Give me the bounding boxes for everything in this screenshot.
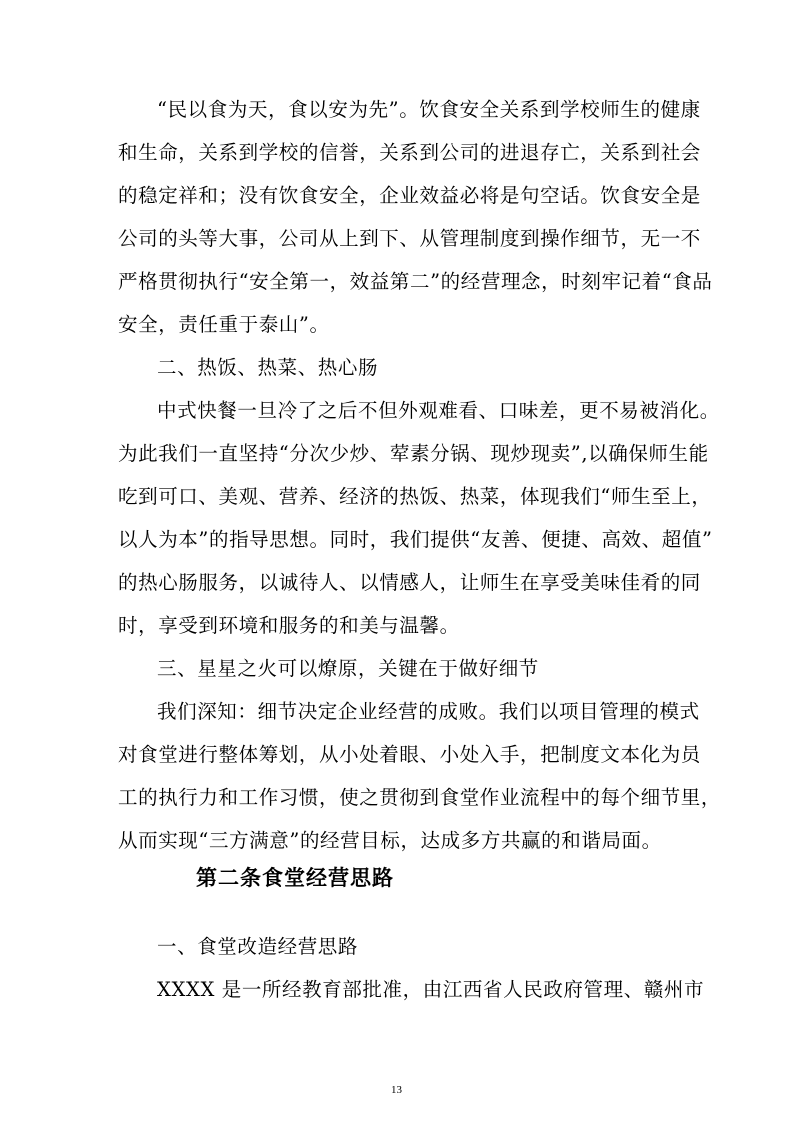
paragraph2-line-5: 的热心肠服务，以诚待人、以情感人，让师生在享受美味佳肴的同 bbox=[118, 571, 701, 594]
paragraph1-line-2: 和生命，关系到学校的信誉，关系到公司的进退存亡，关系到社会 bbox=[118, 141, 701, 164]
paragraph2-line-4: 以人为本”的指导思想。同时，我们提供“友善、便捷、高效、超值” bbox=[118, 528, 713, 551]
paragraph3-line-2: 对食堂进行整体筹划，从小处着眼、小处入手，把制度文本化为员 bbox=[118, 743, 701, 766]
paragraph2-line-3: 吃到可口、美观、营养、经济的热饭、热菜，体现我们“师生至上， bbox=[118, 485, 712, 508]
paragraph3-line-3: 工的执行力和工作习惯，使之贯彻到食堂作业流程中的每个细节里， bbox=[118, 786, 722, 809]
paragraph2-line-6: 时，享受到环境和服务的和美与温馨。 bbox=[118, 614, 460, 637]
paragraph1-line-4: 公司的头等大事，公司从上到下、从管理制度到操作细节，无一不 bbox=[118, 227, 701, 250]
paragraph2-line-2: 为此我们一直坚持“分次少炒、荤素分锅、现炒现卖”,以确保师生能 bbox=[118, 442, 709, 465]
paragraph3-line-1: 我们深知：细节决定企业经营的成败。我们以项目管理的模式 bbox=[157, 700, 700, 723]
paragraph4-line-1: XXXX 是一所经教育部批准，由江西省人民政府管理、赣州市 bbox=[157, 978, 705, 1001]
section2-title: 二、热饭、热菜、热心肠 bbox=[157, 356, 379, 379]
paragraph1-line-5: 严格贯彻执行“安全第一，效益第二”的经营理念，时刻牢记着“食品 bbox=[118, 270, 713, 293]
section4-title: 一、食堂改造经营思路 bbox=[157, 935, 359, 958]
paragraph3-line-4: 从而实现“三方满意”的经营目标，达成多方共赢的和谐局面。 bbox=[118, 829, 662, 852]
paragraph2-line-1: 中式快餐一旦冷了之后不但外观难看、口味差，更不易被消化。 bbox=[157, 399, 720, 422]
page-number: 13 bbox=[391, 1084, 402, 1096]
paragraph1-line-3: 的稳定祥和；没有饮食安全，企业效益必将是句空话。饮食安全是 bbox=[118, 184, 701, 207]
paragraph1-line-6: 安全，责任重于泰山”。 bbox=[118, 313, 330, 336]
article-heading: 第二条食堂经营思路 bbox=[196, 866, 394, 890]
paragraph1-line-1: “民以食为天，食以安为先”。饮食安全关系到学校师生的健康 bbox=[157, 98, 701, 121]
section3-title: 三、星星之火可以燎原，关键在于做好细节 bbox=[157, 657, 539, 680]
